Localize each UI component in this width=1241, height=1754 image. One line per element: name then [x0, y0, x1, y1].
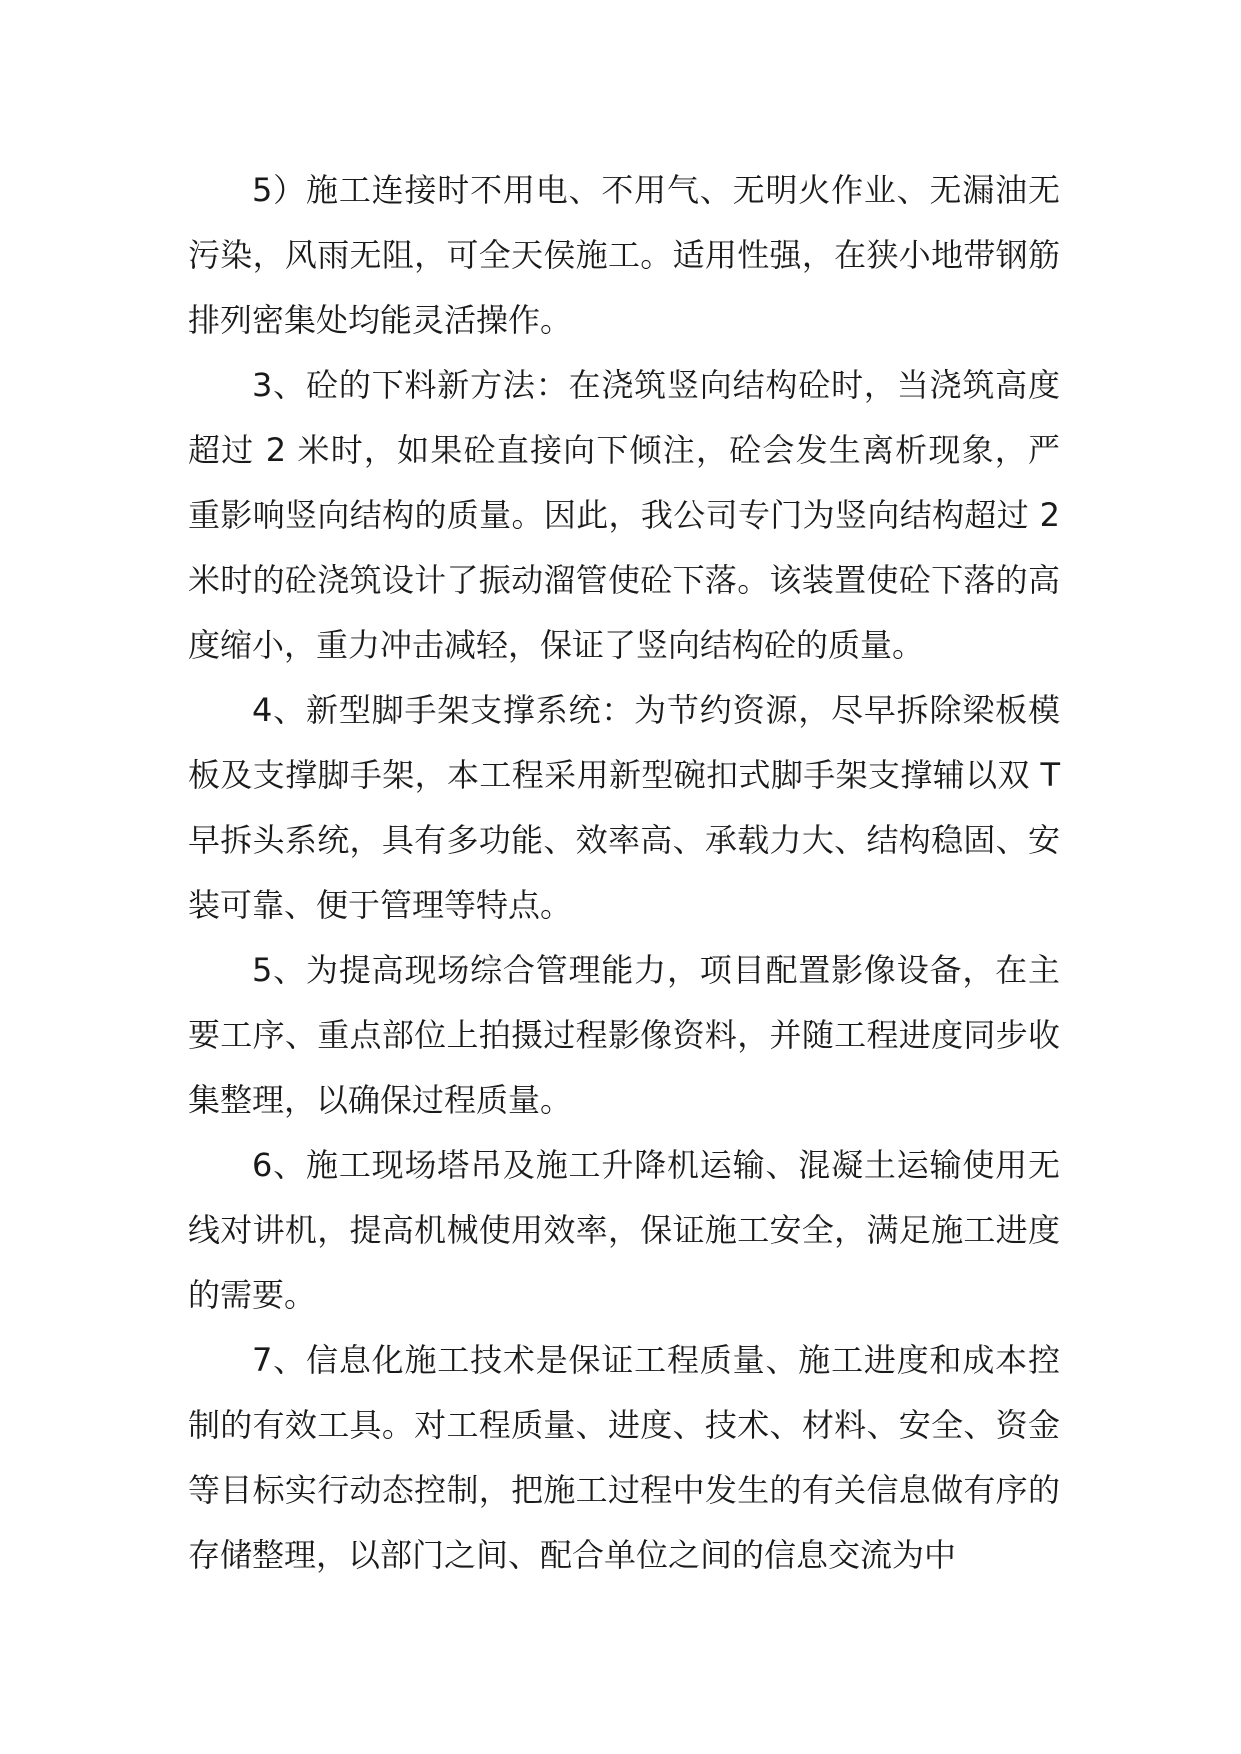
paragraph-radio-intercom: 6、施工现场塔吊及施工升降机运输、混凝土运输使用无线对讲机，提高机械使用效率，保证施工安全，满足施工进度的需要。 [188, 1146, 1060, 1314]
paragraph-scaffold-support-system: 4、新型脚手架支撑系统：为节约资源，尽早拆除梁板模板及支撑脚手架，本工程采用新型碗扣式脚手架支撑辅以双 T 早拆头系统，具有多功能、效率高、承载力大、结构稳固、安装可靠、便于管理等特点。 [188, 691, 1060, 924]
paragraph-imaging-equipment: 5、为提高现场综合管理能力，项目配置影像设备，在主要工序、重点部位上拍摄过程影像资料，并随工程进度同步收集整理，以确保过程质量。 [188, 951, 1060, 1119]
paragraph-connection-features: 5）施工连接时不用电、不用气、无明火作业、无漏油无污染，风雨无阻，可全天侯施工。适用性强，在狭小地带钢筋排列密集处均能灵活操作。 [188, 171, 1060, 339]
body-text [188, 158, 1060, 1588]
paragraph-information-technology: 7、信息化施工技术是保证工程质量、施工进度和成本控制的有效工具。对工程质量、进度、技术、材料、安全、资金等目标实行动态控制，把施工过程中发生的有关信息做有序的存储整理，以部门之间、配合单位之间的信息交流为中 [188, 1341, 1060, 1574]
paragraph-concrete-pouring-method: 3、砼的下料新方法：在浇筑竖向结构砼时，当浇筑高度超过 2 米时，如果砼直接向下倾注，砼会发生离析现象，严重影响竖向结构的质量。因此，我公司专门为竖向结构超过 2 米时的砼浇筑设计了振动溜管使砼下落。该装置使砼下落的高度缩小，重力冲击减轻，保证了竖向结构砼的质量。 [188, 366, 1060, 664]
